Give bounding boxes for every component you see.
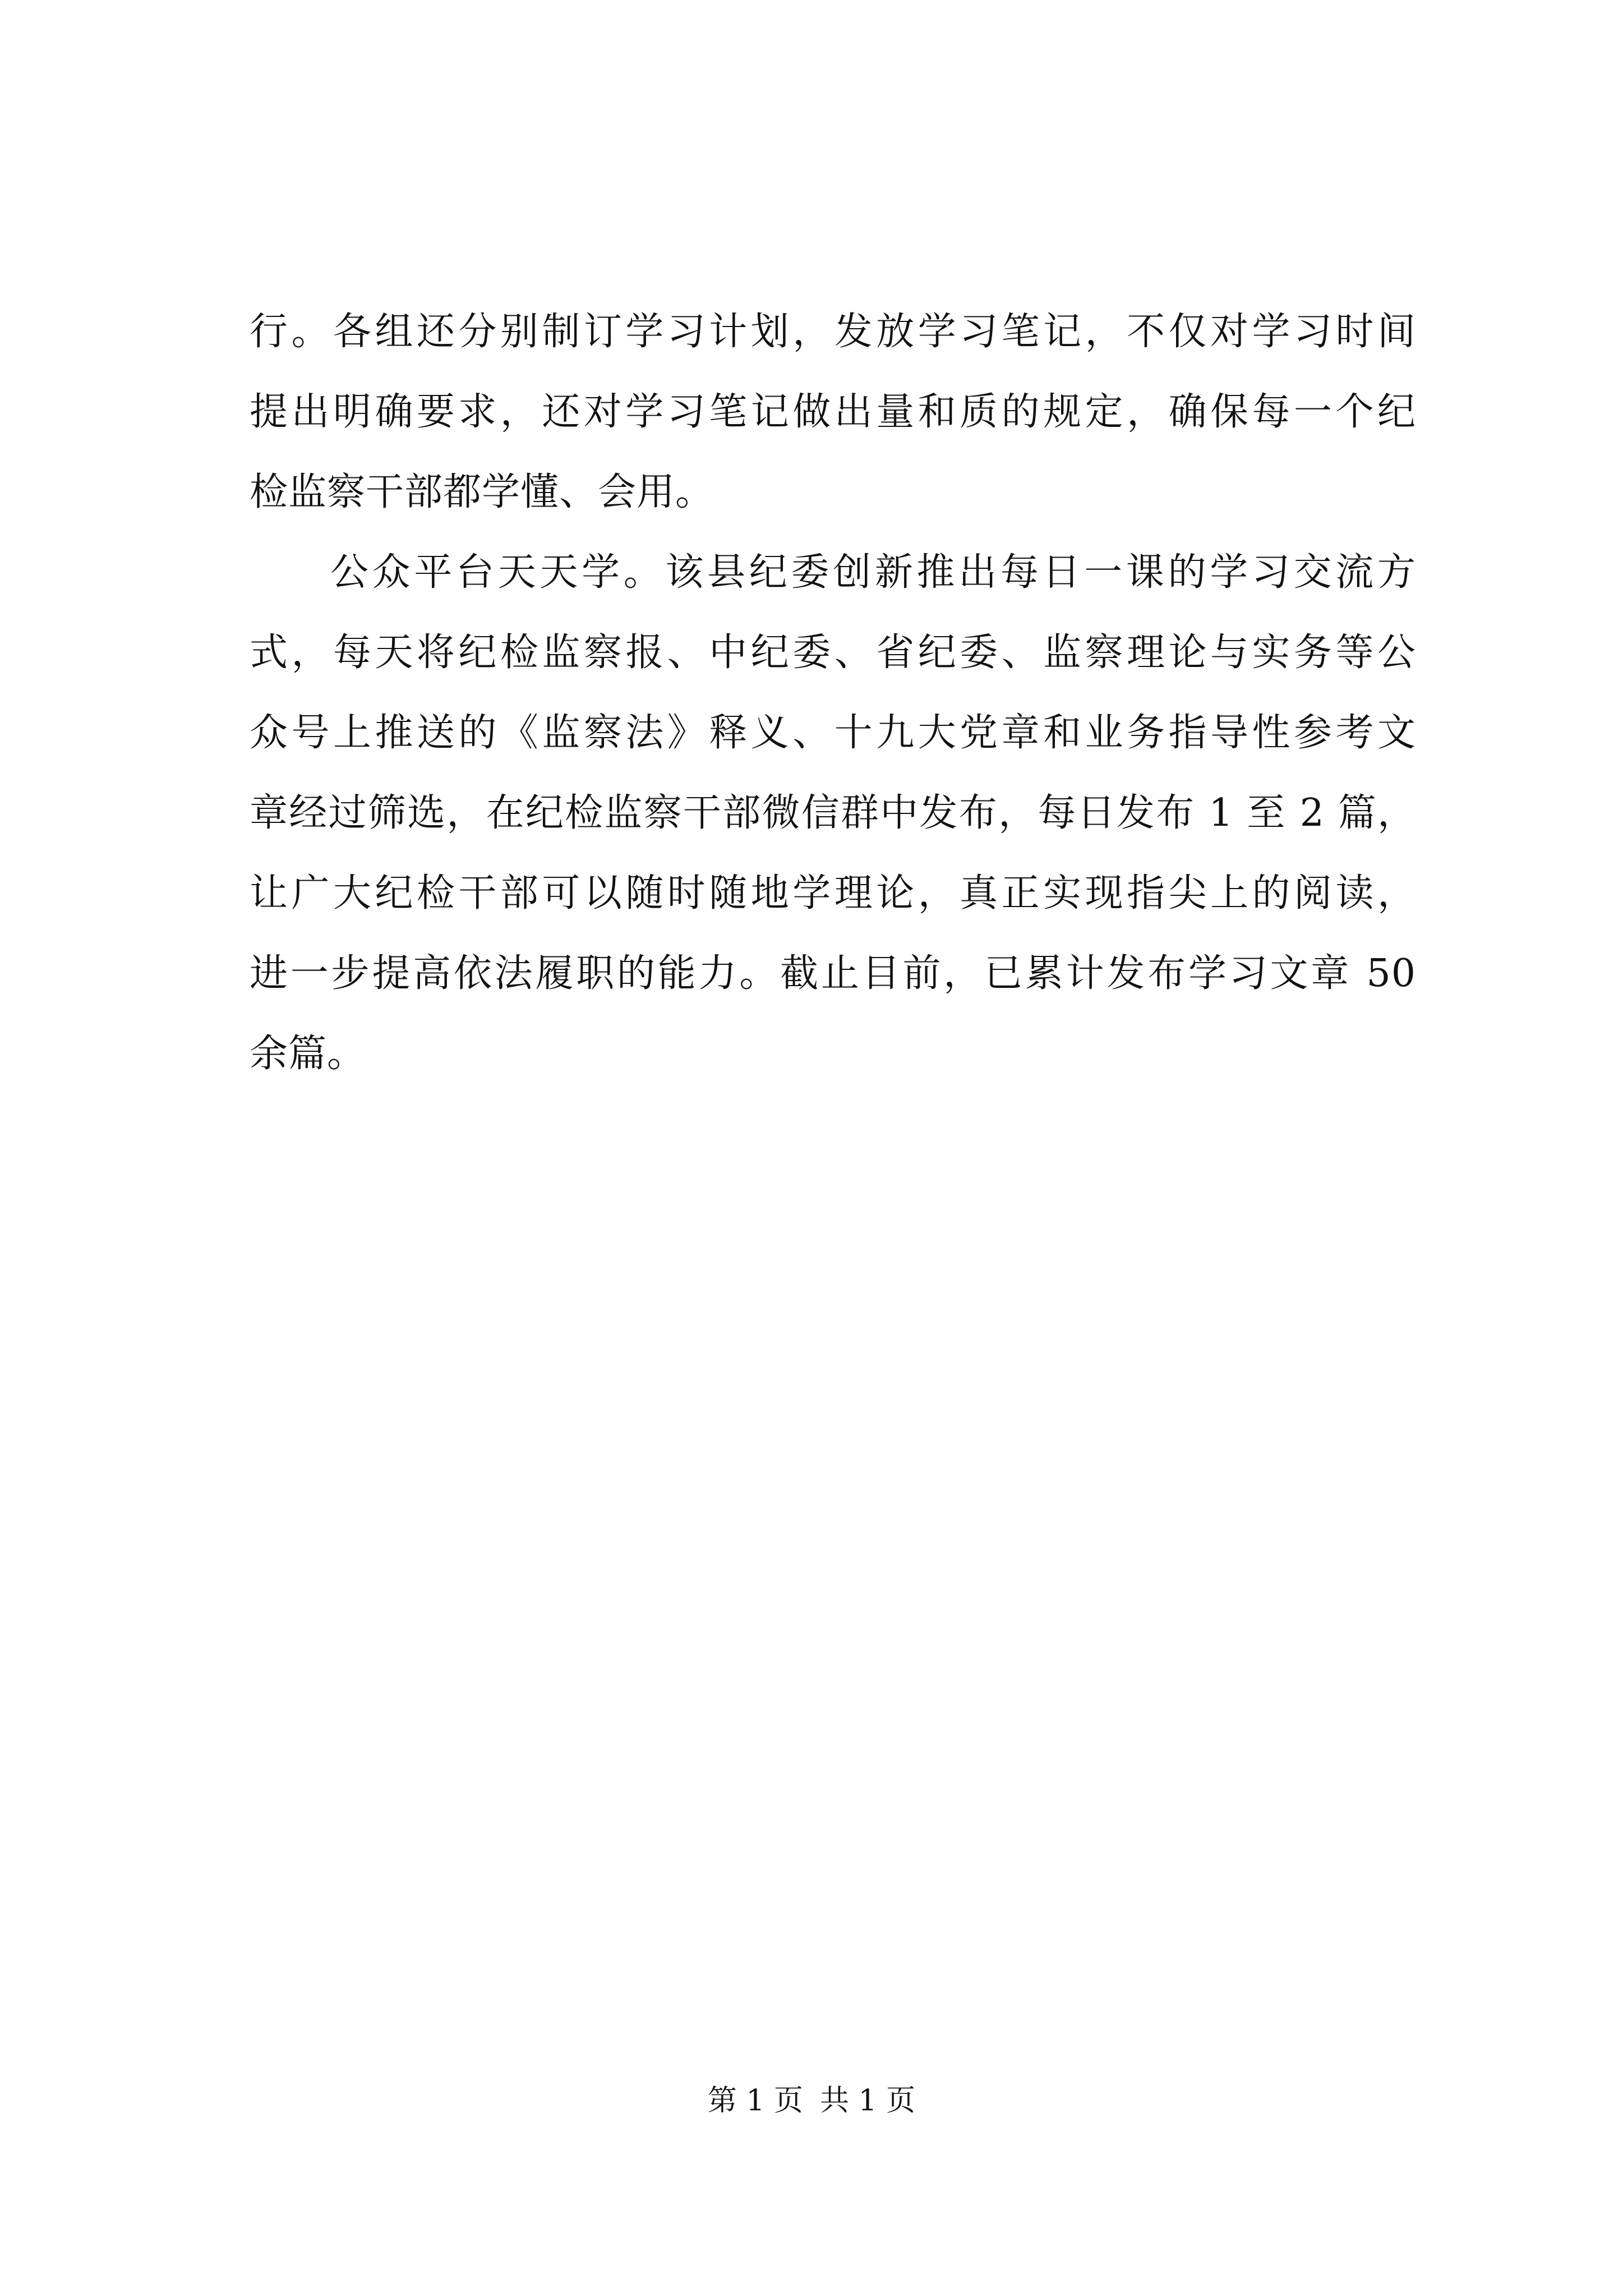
text-line-2: 提出明确要求，还对学习笔记做出量和质的规定，确保每一个纪 xyxy=(250,390,1416,434)
body-text xyxy=(250,292,1416,1094)
page-footer xyxy=(0,2078,1623,2123)
text-line-6: 众号上推送的《监察法》释义、十九大党章和业务指导性参考文 xyxy=(250,711,1416,755)
text-line-4: 公众平台天天学。该县纪委创新推出每日一课的学习交流方 xyxy=(330,550,1416,595)
text-line-5: 式，每天将纪检监察报、中纪委、省纪委、监察理论与实务等公 xyxy=(250,631,1416,675)
text-line-10: 余篇。 xyxy=(250,1032,366,1076)
page-number: 第 1 页 xyxy=(707,2084,803,2118)
page-total: 共 1 页 xyxy=(820,2084,916,2118)
text-line-9: 进一步提高依法履职的能力。截止目前，已累计发布学习文章 50 xyxy=(250,951,1416,996)
text-line-3: 检监察干部都学懂、会用。 xyxy=(250,470,714,514)
text-line-8: 让广大纪检干部可以随时随地学理论，真正实现指尖上的阅读， xyxy=(250,871,1416,915)
text-line-7: 章经过筛选，在纪检监察干部微信群中发布，每日发布 1 至 2 篇， xyxy=(250,791,1416,835)
text-line-1: 行。各组还分别制订学习计划，发放学习笔记，不仅对学习时间 xyxy=(250,310,1416,354)
